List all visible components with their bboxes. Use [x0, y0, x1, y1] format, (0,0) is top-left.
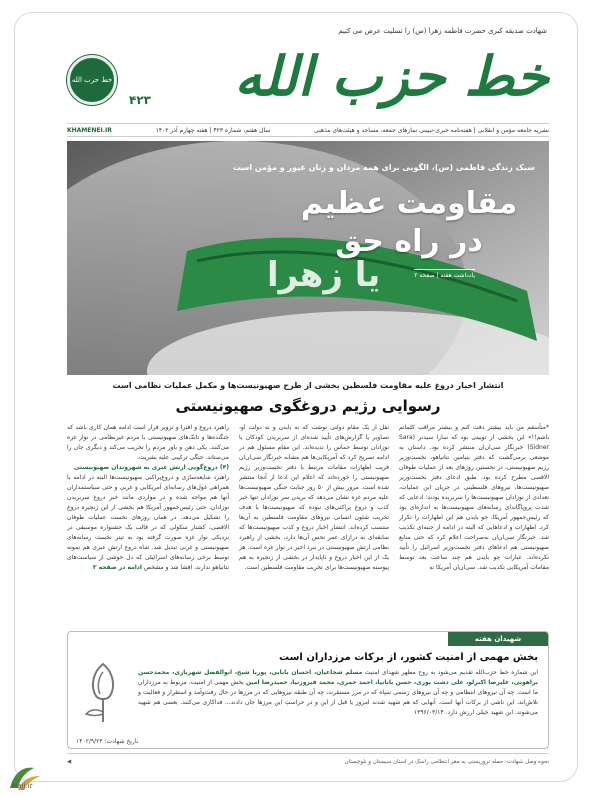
hero-image	[67, 141, 549, 375]
hero-kicker: سبک زندگی فاطمی (س)، الگویی برای همه مردان و زنان غیور و مؤمن است	[232, 163, 535, 172]
story-subheading: (۴) دروغ‌گویی ارتش عبری به شهروندان صهیونیستی	[73, 464, 229, 471]
subheader-description: نشریه جامعه مؤمن و انقلابی | هفته‌نامه خبری-تبیینی نمازهای جمعه، مساجد و هیئت‌های مذهبی	[314, 126, 549, 134]
hero-title[interactable]: مقاومت عظیم در راه حق	[300, 186, 518, 259]
story-columns	[67, 423, 549, 631]
subheader-issue-info: سال هفتم، شماره ۴۲۳ | هفته چهارم آذر ۱۴۰۲	[155, 126, 271, 134]
story-column-1: *متأسفم من باید بیشتر دقت کنم و بیشتر مراقب کلماتم باشم!!» این بخشی از توییتی بود که سارا سیدنر (Sara Sidner) خبرنگار سی‌ان‌ان منتشر کرده بود. داستان به موضعی برمی‌گشت که دفتر بنیامین نتانیاهو، نخست‌وزیر رژیم صهیونیستی، در نخستین روزهای بعد از عملیات طوفان الاقصی مطرح کرده بود. طبق ادعای دفتر نخست‌وزیر صهیونیست‌ها، نیروهای فلسطینی در جریان این عملیات، تعدادی از نوزادان صهیونیست‌ها را سربریده بودند؛ ادعایی که شدت پروپاگاندای رسانه‌های صهیونیست‌ها به اندازه‌ای بود که رئیس‌جمهور آمریکا، جو بایدن هم این اظهارات را تکرار کرد. اظهارات و ادعاهایی که البته در ادامه از جنبه‌ای تکذیب شد. خبرنگار سی‌ان‌ان به‌صراحت اعلام کرد که حتی منابع صهیونیستی هم ادعاهای دفتر نخست‌وزیر اسرائیل را تأیید نکرده‌اند. عبارات جو بایدن هم چند ساعت بعد توسط مقامات آمریکایی تکذیب شد. سی‌ان‌ان آمریکا نه	[399, 424, 549, 571]
story-title[interactable]: رسوایی رژیم دروغگوی صهیونیستی	[175, 397, 441, 415]
watermark-text: Hajj.ir	[12, 782, 33, 790]
read-more-link[interactable]: ادامه در صفحه ۳	[92, 564, 142, 571]
martyrs-names: مسلم شجاعیان، احسان بابایی، پوریا شیخ، ابوالفضل شهریاری، محمدحسن براهویی، علیرضا اکبرلو، علی دشت پوری، حسن بابانیا، احمد خمری، محمد فیروزنیا، حمیدرضا امین	[138, 669, 538, 686]
site-link[interactable]: KHAMENEI.IR	[67, 126, 112, 134]
seal-logo	[67, 55, 117, 105]
martyrs-text	[138, 668, 538, 718]
martyrs-quote-end: فداکاری‌ می‌کنند. بعضی هم شهید می‌شوند. این شهید خیلی ارزش دارد.	[138, 699, 538, 716]
martyrs-tab: شهیدان هفته	[448, 632, 548, 646]
subheader	[67, 123, 549, 137]
topline-condolence: شهادت صدیقه کبری حضرت فاطمه زهرا (س) را تسلیت عرض می کنیم	[338, 27, 547, 35]
martyrs-section	[67, 631, 549, 749]
issue-number: ۴۲۳	[129, 93, 151, 107]
martyrs-quote: بخش مهمی از امنیت، مربوط به مرزداران ما است. چه آن نیروهای انتظامی و چه آن نیروهای رسمی سپاه که در مرز مستقرند، چه آن طبقه نیروهایی که در مرزها در حال رفت‌وآمد و استقرار و فعالیت و تلاش‌اند، این ناشی از برکات آنها است. آنهایی که هم شهید شدند امروز یا قبل از این و در حراستِ این مرزها جان دادند...	[138, 679, 538, 706]
seal-text: خط حزب الله	[71, 76, 113, 84]
story-column-3	[67, 423, 229, 631]
newspaper-page	[14, 12, 578, 782]
footer	[67, 753, 549, 769]
martyrs-quote-date: ۱۳۹۶/۰۳/۱۴	[413, 709, 444, 716]
story-column-2: نقل از یک مقام دولتی نوشت که نه بایدن و نه دولت او، تصاویر یا گزارش‌های تأیید شده‌ای از سربریدن کودکان یا نوزادان توسط حماس را ندیده‌اند. این مقام مسئول هم در ادامه تصریح کرد که آمریکایی‌ها هم مشابه خبرنگار سی‌ان‌ان فریب اظهارات مقامات مرتبط با دفتر نخست‌وزیر رژیم صهیونیستی را خورده‌اند که اعلام این ادعا از آنجا منتشر شده است. مرور بیش از ۵۰ روز جنایت جنگی صهیونیست‌ها علیه مردم غزه نشان می‌دهد که بریدن سر نوزادان تنها خبر کذب و دروغ پراکنی‌های نبوده که صهیونیست‌ها با هدف تخریب شئون انسانی نیروهای مقاومت فلسطین به آن‌ها منتسب کرده‌اند. انتشار اخبار دروغ و کذب صهیونیست‌ها که سابقه‌ای به درازای عمر نحس آن‌ها دارد، بخشی از راهبرد نظامی ارتش صهیونیستی در نبرد اخیر در نوار غزه است. هر یک از این اخبار دروغ و ناپایدار در بخشی از زنجیره به هم پیوسته صهیونیست‌ها برای تخریب مقاومت فلسطین است.	[239, 424, 389, 571]
footer-note: نحوه وصل شهادت: حمله تروریستی به مقر انتظامی راسک در استان سیستان و بلوچستان	[344, 758, 549, 765]
martyrs-intro: این شماره خط حزب‌الله تقدیم می‌شود به روح مطهر شهدای امنیت	[364, 669, 538, 676]
martyrs-headline[interactable]: بخش مهمی از امنیت کشور، از برکات مرزداران است	[278, 652, 538, 663]
hero-banner-text: یا زهرا	[267, 255, 381, 295]
story-column-3-text: راهبرد دروغ و افترا و تزویر قرار است ادامه همان کاری باشد که جنگنده‌ها و تانک‌های صهیونیستی با مردم غیرنظامی در نوار غزه می‌کنند. یکی ذهن و باور مردم را تخریب می‌کند و دیگری جان را می‌ستاند. جنگی ترکیبی علیه بشریت.	[67, 424, 229, 461]
story-column-3-more: راهبرد شایعه‌سازی و دروغ‌پراکنی صهیونیست‌ها البته در ادامه با همراهی غول‌های رسانه‌ای آمریکایی و غربی و حتی سیاستمداران آنها هم مواجه شده و در مواردی مانند خبر دروغ سربریدن نوزادان، حتی رئیس‌جمهور آمریکا هم بخشی از این زنجیره دروغ را تشکیل می‌دهد. در همان روزهای نخست عملیات طوفان الاقصی، کشتار سکولی که در قالب یک جشنواره موسیقی در نزدیکی نوار غزه صورت گرفته بود به تیتر نخست رسانه‌های صهیونیستی و غربی تبدیل شد. شاه دروغ ارتش عبری هم نمونه توسط برخی رسانه‌های اسرائیلی که دل خوشی از سیاست‌های نتانیاهو ندارند، افشا شد و مشخص	[67, 474, 229, 571]
tulip-icon	[78, 658, 128, 728]
footer-arrow-icon[interactable]: ◀	[67, 758, 72, 765]
masthead	[67, 47, 549, 119]
martyrdom-date: تاریخ شهادت: ۱۴۰۲/۹/۲۴	[76, 738, 139, 745]
story-kicker: انتشار اخبار دروغ علیه مقاومت فلسطین بخشی از طرح صهیونیست‌ها و مکمل عملیات نظامی است	[112, 381, 504, 390]
hero-page-ref[interactable]: یادداشت هفته | صفحه ۲	[414, 269, 475, 279]
logo-title: خط حزب الله	[234, 45, 549, 108]
